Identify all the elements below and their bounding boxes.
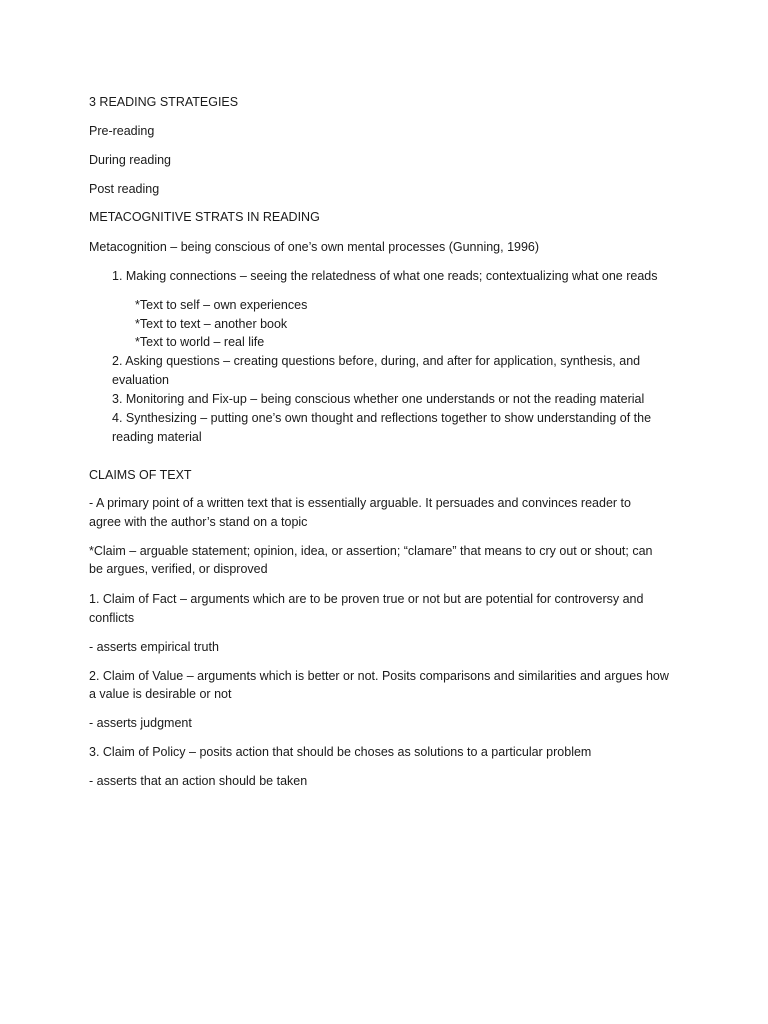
list-item: 2. Asking questions – creating questions before, during, and after for application, synthesis, and <box>112 354 641 368</box>
paragraph: 1. Claim of Fact – arguments which are to be proven true or not but are potential for controversy and <box>89 592 644 606</box>
list-item: 4. Synthesizing – putting one’s own thought and reflections together to show understanding of the <box>112 411 652 425</box>
sub-list-item: *Text to world – real life <box>135 335 265 349</box>
paragraph: conflicts <box>89 611 135 625</box>
paragraph: agree with the author’s stand on a topic <box>89 515 308 529</box>
paragraph: 2. Claim of Value – arguments which is better or not. Posits comparisons and similarities and argues how <box>89 669 669 683</box>
paragraph: be argues, verified, or disproved <box>89 562 268 576</box>
sub-list-item: *Text to text – another book <box>135 317 288 331</box>
strategy-item: Post reading <box>89 182 160 196</box>
paragraph: a value is desirable or not <box>89 687 232 701</box>
paragraph: 3. Claim of Policy – posits action that should be choses as solutions to a particular problem <box>89 745 592 759</box>
strategy-item: During reading <box>89 153 171 167</box>
sub-list-item: *Text to self – own experiences <box>135 298 308 312</box>
metacognition-definition: Metacognition – being conscious of one’s own mental processes (Gunning, 1996) <box>89 240 540 254</box>
paragraph: - asserts empirical truth <box>89 640 219 654</box>
paragraph: - asserts judgment <box>89 716 192 730</box>
list-item: 1. Making connections – seeing the relatedness of what one reads; contextualizing what one reads <box>112 269 658 283</box>
paragraph: - A primary point of a written text that is essentially arguable. It persuades and convinces reader to <box>89 496 631 510</box>
heading-metacognitive: METACOGNITIVE STRATS IN READING <box>89 210 320 224</box>
strategy-item: Pre-reading <box>89 124 155 138</box>
list-item-continuation: reading material <box>112 430 202 444</box>
list-item-continuation: evaluation <box>112 373 169 387</box>
paragraph: *Claim – arguable statement; opinion, idea, or assertion; “clamare” that means to cry out or shout; can <box>89 544 653 558</box>
heading-reading-strategies: 3 READING STRATEGIES <box>89 95 239 109</box>
heading-claims: CLAIMS OF TEXT <box>89 468 192 482</box>
list-item: 3. Monitoring and Fix-up – being conscious whether one understands or not the reading material <box>112 392 645 406</box>
paragraph: - asserts that an action should be taken <box>89 774 308 788</box>
